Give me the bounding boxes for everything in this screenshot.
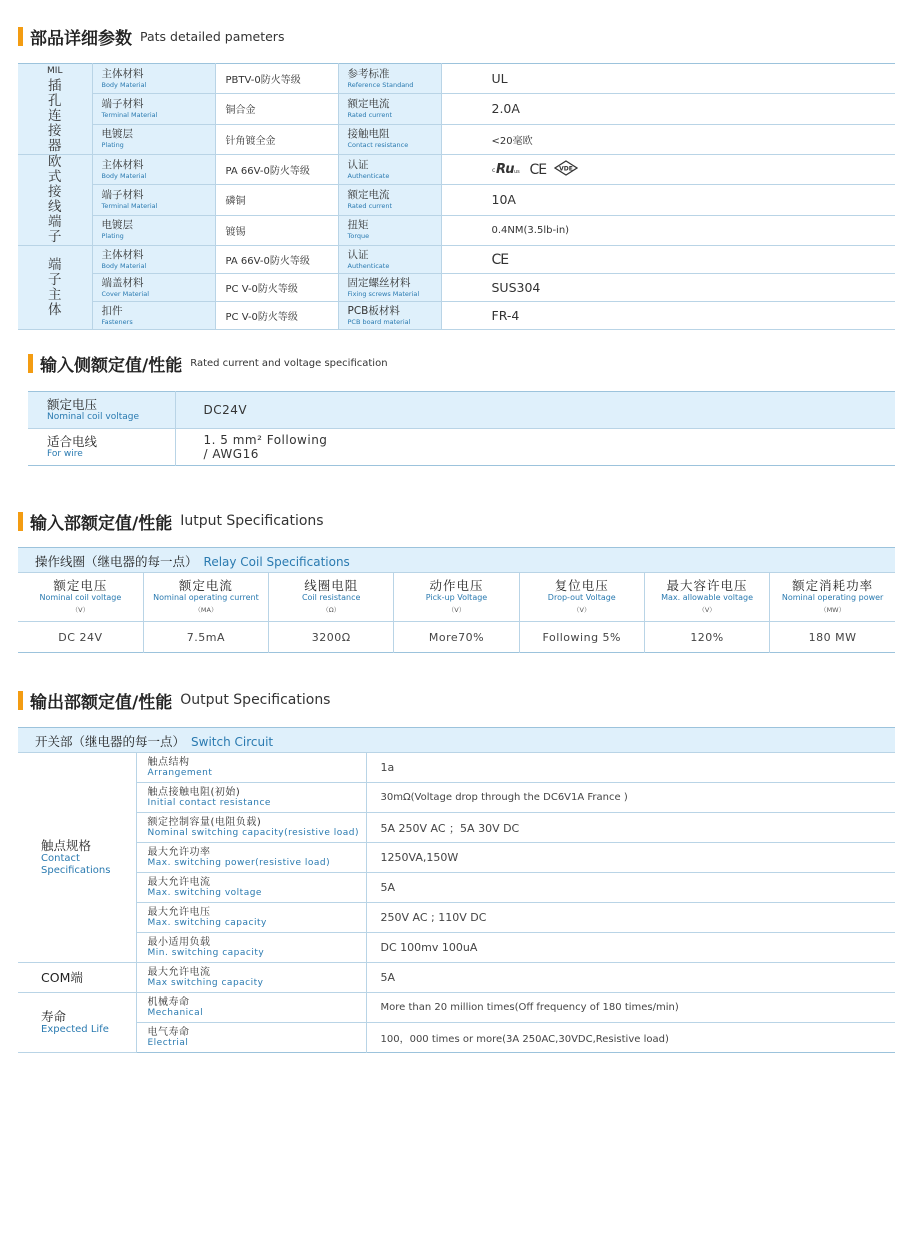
label-en: Max. switching voltage — [147, 887, 262, 898]
coil-header-unit: （V） — [573, 606, 591, 614]
coil-title-en: Relay Coil Specifications — [203, 554, 350, 569]
label-cn: 端子材料 — [101, 97, 144, 110]
label-en: Max. switching power(resistive load) — [147, 857, 331, 868]
label-cn: 参考标准 — [347, 67, 390, 80]
section-title-cn: 输入侧额定值/性能 — [40, 355, 183, 376]
rated-label-cell — [28, 429, 175, 466]
coil-value-cell: Following 5% — [519, 622, 644, 653]
label-cell — [338, 155, 441, 185]
label-cell — [338, 215, 441, 245]
svg-text:VDE: VDE — [559, 165, 573, 173]
label-cell — [338, 185, 441, 215]
label-en: Arrangement — [147, 767, 213, 778]
section-title-en: Pats detailed pameters — [140, 28, 285, 44]
label-en: Fasteners — [101, 317, 133, 326]
certification-marks — [492, 160, 579, 179]
value-cell: DC 100mv 100uA — [366, 933, 895, 963]
certification-marks — [492, 252, 509, 268]
label-en: Fixing screws Material — [347, 289, 420, 298]
value-cell: 30mΩ(Voltage drop through the DC6V1A France ) — [366, 783, 895, 813]
section-title-rated — [28, 351, 388, 375]
value-cell: 镀锡 — [215, 215, 338, 245]
label-cell — [136, 903, 366, 933]
label-cn: 固定螺丝材料 — [347, 276, 411, 289]
coil-header-cell — [18, 573, 143, 622]
coil-header-unit: （Ω） — [322, 606, 341, 614]
label-en: Terminal Material — [101, 201, 158, 210]
table-row — [18, 64, 895, 94]
group-name-cn: 触点规格 — [41, 838, 92, 853]
table-row — [18, 185, 895, 215]
label-cell — [338, 302, 441, 330]
value-cell: PA 66V-0防火等级 — [215, 155, 338, 185]
coil-header-cell — [269, 573, 394, 622]
label-en: Plating — [101, 232, 124, 241]
table-row — [18, 813, 895, 843]
group-cell — [18, 993, 136, 1053]
label-cn: 电气寿命 — [147, 1026, 190, 1038]
group-name-cn: COM端 — [41, 970, 83, 985]
value-cell: 5A — [366, 873, 895, 903]
label-cn: 触点接触电阻(初始) — [147, 786, 241, 798]
rated-label-en: For wire — [47, 449, 83, 459]
label-cn: 接触电阻 — [347, 128, 390, 141]
label-cell — [136, 993, 366, 1023]
value-cell: 5A — [366, 963, 895, 993]
value-cell: PC V-0防火等级 — [215, 274, 338, 302]
label-cn: 额定控制容量(电阻负载) — [147, 816, 262, 828]
label-cn: 最大允许电流 — [147, 876, 211, 888]
coil-column-headers — [18, 573, 895, 622]
coil-header-unit: （MA） — [194, 606, 218, 614]
table-row — [18, 1023, 895, 1053]
value-cell: 100，000 times or more(3A 250AC,30VDC,Resistive load) — [380, 1034, 669, 1045]
label-cn: 主体材料 — [101, 248, 144, 261]
label-en: Authenticate — [347, 261, 390, 270]
value-cell: UL — [441, 64, 895, 94]
accent-bar — [18, 512, 23, 531]
table-row — [18, 124, 895, 154]
value-cell: PBTV-0防火等级 — [215, 64, 338, 94]
label-en: Rated current — [347, 201, 393, 210]
label-cell — [136, 963, 366, 993]
label-cn: 认证 — [347, 248, 369, 261]
coil-header-en: Nominal operating power — [781, 593, 884, 602]
label-cn: 端子材料 — [101, 188, 144, 201]
accent-bar — [18, 691, 23, 710]
value-cell: 10A — [441, 185, 895, 215]
label-en: Max. switching capacity — [147, 917, 267, 928]
value-cell: FR-4 — [441, 302, 895, 330]
coil-header-cell — [644, 573, 769, 622]
coil-header-en: Nominal operating current — [153, 593, 259, 602]
section-title-cn: 输出部额定值/性能 — [30, 692, 173, 713]
label-cn: 最大允许电流 — [147, 966, 211, 978]
label-cell — [92, 274, 215, 302]
label-en: Body Material — [101, 261, 147, 270]
parts-table — [18, 63, 895, 330]
label-cell — [92, 246, 215, 274]
rated-value-2: / AWG16 — [203, 447, 259, 461]
label-en: Cover Material — [101, 289, 150, 298]
switch-table — [18, 727, 895, 1053]
table-row — [18, 963, 895, 993]
label-cn: PCB板材料 — [347, 304, 400, 317]
coil-header-cn: 线圈电阻 — [304, 578, 359, 593]
value-cell: 1a — [366, 753, 895, 783]
label-en: Body Material — [101, 171, 147, 180]
label-en: Initial contact resistance — [147, 797, 271, 808]
label-cell — [136, 813, 366, 843]
coil-header-cn: 额定电压 — [53, 578, 108, 593]
label-cn: 机械寿命 — [147, 996, 190, 1008]
label-cn: 最大允许功率 — [147, 846, 211, 858]
group-cell — [18, 753, 136, 963]
value-cell: 磷铜 — [215, 185, 338, 215]
coil-header-cn: 最大容许电压 — [666, 578, 748, 593]
table-row — [18, 843, 895, 873]
label-en: Torque — [347, 232, 370, 241]
coil-header-unit: （V） — [71, 606, 90, 614]
switch-title-cn: 开关部（继电器的每一点） — [35, 733, 186, 749]
label-cell — [136, 753, 366, 783]
label-cell — [136, 843, 366, 873]
group-name: 插孔连接器 — [48, 78, 62, 154]
label-cell — [338, 64, 441, 94]
coil-header-cell — [770, 573, 895, 622]
group-name: 欧式接线端子 — [48, 154, 62, 245]
group-name-en: Expected Life — [41, 1024, 109, 1035]
section-title-en: Iutput Specifications — [180, 513, 324, 529]
coil-header-unit: （V） — [698, 606, 716, 614]
table-row — [18, 155, 895, 185]
rated-label-cell — [28, 392, 175, 429]
label-en: Mechanical — [147, 1007, 204, 1018]
label-cell — [136, 873, 366, 903]
table-row — [18, 873, 895, 903]
group-cell — [18, 155, 92, 246]
group-cell — [18, 246, 92, 330]
coil-values-row — [18, 622, 895, 653]
accent-bar — [18, 27, 23, 46]
label-en: Authenticate — [347, 171, 390, 180]
label-cn: 额定电流 — [347, 97, 390, 110]
table-row — [28, 392, 895, 429]
label-en: Body Material — [101, 80, 147, 89]
label-cn: 最大允许电压 — [147, 906, 211, 918]
value-cell: More than 20 million times(Off frequency of 180 times/min) — [366, 993, 895, 1023]
label-cn: 电镀层 — [101, 128, 133, 141]
table-row — [18, 993, 895, 1023]
table-row — [18, 302, 895, 330]
ce-mark-icon: CE — [529, 161, 547, 178]
label-cn: 扭矩 — [347, 219, 369, 232]
ul-mark-icon — [492, 161, 522, 178]
table-row — [28, 429, 895, 466]
value-cell: <20毫欧 — [441, 124, 895, 154]
svg-text:c: c — [491, 167, 495, 175]
label-cell — [92, 302, 215, 330]
label-en: Min. switching capacity — [147, 947, 265, 958]
table-header-row — [18, 728, 895, 753]
rated-label-cn: 适合电线 — [47, 434, 98, 449]
rated-table — [28, 391, 895, 466]
coil-header-cn: 复位电压 — [554, 578, 609, 593]
label-en: Plating — [101, 141, 124, 150]
label-en: Nominal switching capacity(resistive load) — [147, 827, 360, 838]
coil-header-en: Nominal coil voltage — [39, 593, 122, 602]
label-cell — [338, 246, 441, 274]
table-row — [18, 246, 895, 274]
label-en: Terminal Material — [101, 110, 158, 119]
label-cell — [338, 124, 441, 154]
coil-header-en: Pick-up Voltage — [425, 593, 488, 602]
label-cn: 主体材料 — [101, 67, 144, 80]
group-cell — [18, 64, 92, 155]
value-cell: PA 66V-0防火等级 — [215, 246, 338, 274]
switch-title-cell — [18, 728, 895, 753]
coil-title-cn: 操作线圈（继电器的每一点） — [35, 553, 198, 569]
table-row — [18, 933, 895, 963]
label-cn: 主体材料 — [101, 158, 144, 171]
coil-header-cn: 动作电压 — [429, 578, 484, 593]
rated-value: 1. 5 mm² Following — [203, 433, 328, 447]
section-title-output — [18, 688, 330, 712]
label-en: Reference Standand — [347, 80, 414, 89]
value-cell: 0.4NM(3.5lb-in) — [441, 215, 895, 245]
rated-value-cell — [175, 429, 895, 466]
svg-text:Ru: Ru — [495, 162, 515, 176]
coil-header-en: Drop-out Voltage — [547, 593, 616, 602]
label-cell — [136, 933, 366, 963]
rated-label-en: Nominal coil voltage — [47, 412, 140, 422]
value-cell: SUS304 — [441, 274, 895, 302]
table-row — [18, 215, 895, 245]
coil-header-en: Max. allowable voltage — [661, 593, 754, 602]
section-title-en: Output Specifications — [180, 692, 331, 708]
label-cell — [92, 155, 215, 185]
value-cell: 铜合金 — [215, 94, 338, 124]
value-cell: 5A 250V AC ；5A 30V DC — [366, 813, 895, 843]
label-en: Max switching capacity — [147, 977, 264, 988]
coil-header-unit: （MW） — [820, 606, 846, 614]
label-cell — [338, 94, 441, 124]
value-cell — [441, 246, 895, 274]
label-en: Rated current — [347, 110, 393, 119]
svg-text:us: us — [513, 169, 520, 176]
coil-header-unit: （V） — [447, 606, 466, 614]
value-cell: 针角镀全金 — [215, 124, 338, 154]
section-title-input — [18, 509, 324, 533]
label-cell — [338, 274, 441, 302]
coil-value-cell: 120% — [644, 622, 769, 653]
label-en: Contact resistance — [347, 141, 409, 150]
label-cell — [92, 64, 215, 94]
label-cn: 额定电流 — [347, 188, 390, 201]
coil-title-cell — [18, 548, 895, 573]
label-cn: 认证 — [347, 158, 369, 171]
group-name-en-2: Specifications — [41, 865, 111, 876]
label-cn: 电镀层 — [101, 219, 133, 232]
coil-value-cell: More70% — [394, 622, 519, 653]
value-cell: 1250VA,150W — [366, 843, 895, 873]
ce-mark-icon: CE — [491, 251, 509, 268]
label-cell — [136, 1023, 366, 1053]
table-row — [18, 94, 895, 124]
coil-value-cell: 180 MW — [808, 630, 857, 644]
table-row — [18, 274, 895, 302]
group-name-cn: 寿命 — [41, 1009, 67, 1024]
coil-value-cell: 3200Ω — [269, 622, 394, 653]
table-row — [18, 783, 895, 813]
table-row — [18, 753, 895, 783]
coil-header-cell — [143, 573, 268, 622]
label-cell — [92, 215, 215, 245]
coil-header-en: Coil resistance — [301, 593, 361, 602]
coil-header-cn: 额定消耗功率 — [792, 578, 874, 593]
label-cn: 端盖材料 — [101, 276, 144, 289]
label-en: PCB board material — [347, 317, 411, 326]
label-cn: 扣件 — [101, 304, 123, 317]
rated-label-cn: 额定电压 — [47, 397, 98, 412]
rated-value: DC24V — [175, 392, 895, 429]
coil-table — [18, 547, 895, 653]
value-cell: 2.0A — [441, 94, 895, 124]
label-cn: 触点结构 — [147, 756, 190, 768]
label-cell — [92, 94, 215, 124]
label-cell — [136, 783, 366, 813]
coil-header-cn: 额定电流 — [178, 578, 233, 593]
section-title-cn: 输入部额定值/性能 — [30, 513, 173, 534]
value-cell: 250V AC ; 110V DC — [366, 903, 895, 933]
section-title-parts — [18, 24, 284, 48]
coil-value-cell: 7.5mA — [143, 622, 268, 653]
coil-header-cell — [519, 573, 644, 622]
group-name: 端子主体 — [48, 256, 62, 318]
section-title-en: Rated current and voltage specification — [190, 357, 388, 369]
group-name-en: Contact — [41, 853, 80, 864]
coil-header-cell — [394, 573, 519, 622]
group-cell — [18, 963, 136, 993]
value-cell: PC V-0防火等级 — [215, 302, 338, 330]
section-title-cn: 部品详细参数 — [30, 28, 132, 49]
label-cn: 最小适用负载 — [147, 936, 211, 948]
label-cell — [92, 124, 215, 154]
accent-bar — [28, 354, 33, 373]
label-en: Electrial — [147, 1037, 189, 1048]
value-cell — [441, 155, 895, 185]
group-prefix: MIL — [47, 66, 63, 76]
vde-mark-icon — [554, 160, 578, 179]
table-header-row — [18, 548, 895, 573]
switch-title-en: Switch Circuit — [191, 734, 274, 749]
table-row — [18, 903, 895, 933]
coil-value-cell: DC 24V — [18, 622, 143, 653]
label-cell — [92, 185, 215, 215]
